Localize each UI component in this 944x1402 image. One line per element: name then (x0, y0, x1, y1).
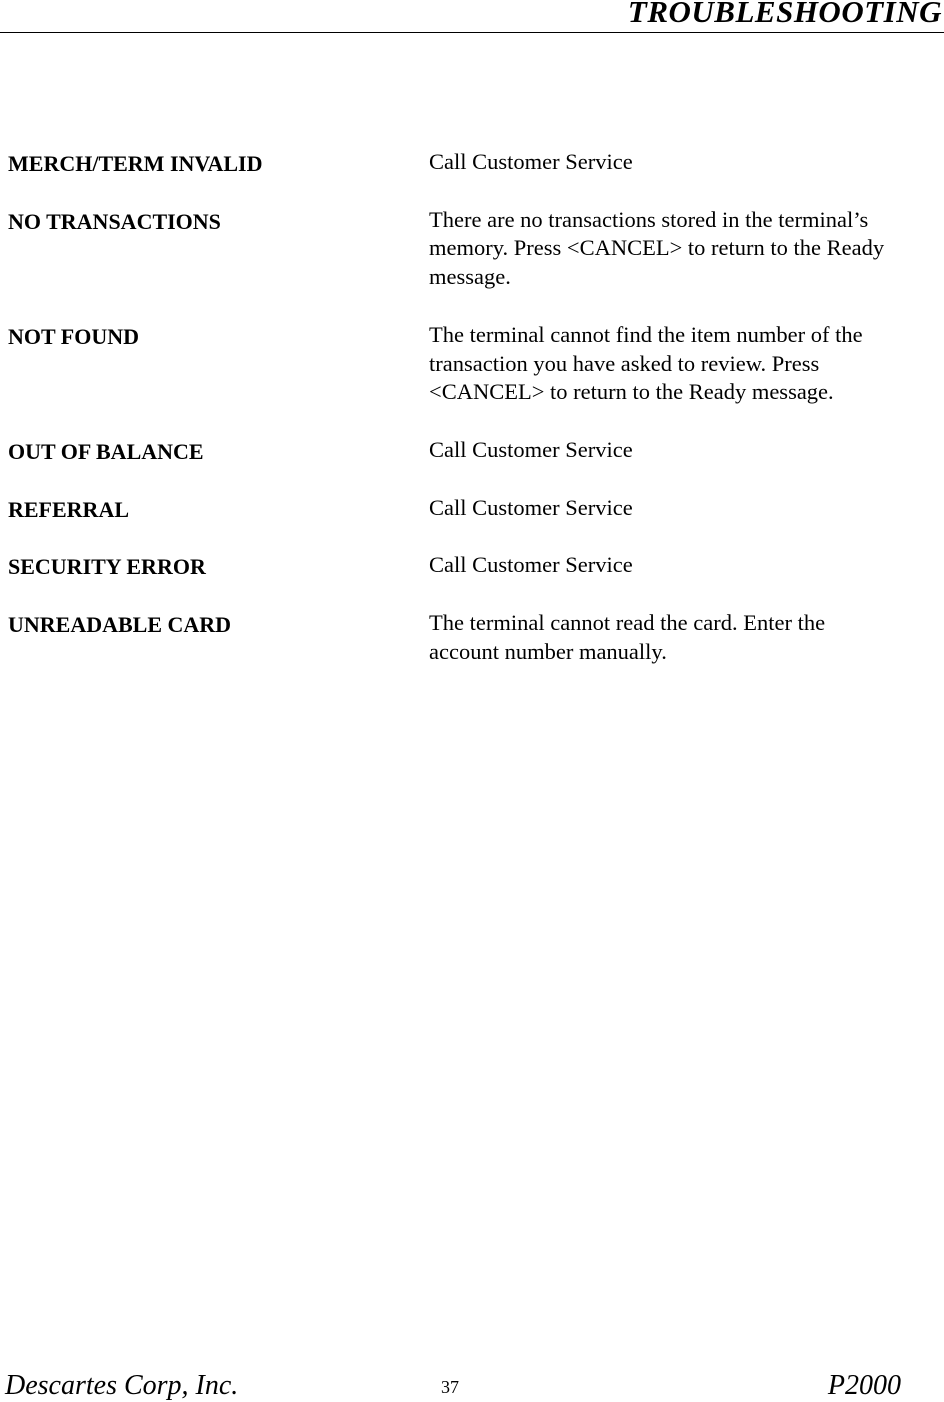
message-term: REFERRAL (8, 496, 130, 522)
description-line: There are no transactions stored in the terminal’s (429, 206, 869, 232)
message-description (429, 609, 939, 666)
message-description (429, 551, 939, 580)
description-line: memory. Press <CANCEL> to return to the Ready (429, 235, 885, 261)
footer-product: P2000 (827, 1370, 901, 1401)
message-entry-referral (8, 494, 942, 523)
message-description (429, 206, 939, 292)
message-term: NO TRANSACTIONS (8, 208, 221, 234)
message-entry-security-error (8, 551, 942, 580)
message-description (429, 494, 939, 523)
description-line: Call Customer Service (429, 436, 633, 462)
description-line: Call Customer Service (429, 149, 633, 174)
message-list (8, 148, 942, 695)
message-term: NOT FOUND (8, 323, 139, 349)
footer-company: Descartes Corp, Inc. (5, 1370, 239, 1401)
message-entry-unreadable-card (8, 609, 942, 666)
description-line: Call Customer Service (429, 552, 633, 578)
message-entry-not-found (8, 321, 942, 407)
description-line: message. (429, 264, 511, 290)
message-term: UNREADABLE CARD (8, 612, 232, 638)
message-term: MERCH/TERM INVALID (8, 151, 263, 176)
message-term: SECURITY ERROR (8, 554, 206, 580)
message-description (429, 321, 939, 407)
header-rule (0, 32, 944, 33)
message-description (429, 148, 939, 177)
description-line: <CANCEL> to return to the Ready message. (429, 379, 834, 405)
description-line: The terminal cannot read the card. Enter the (429, 610, 826, 636)
footer-page-number: 37 (441, 1377, 459, 1397)
description-line: account number manually. (429, 638, 667, 664)
message-term: OUT OF BALANCE (8, 438, 204, 464)
message-entry-no-transactions (8, 206, 942, 292)
description-line: transaction you have asked to review. Press (429, 350, 820, 376)
description-line: Call Customer Service (429, 494, 633, 520)
description-line: The terminal cannot find the item number of the (429, 321, 863, 347)
message-description (429, 436, 939, 465)
page-title: TROUBLESHOOTING (627, 0, 942, 29)
message-entry-out-of-balance (8, 436, 942, 465)
message-entry-merch-term-invalid (8, 148, 942, 177)
